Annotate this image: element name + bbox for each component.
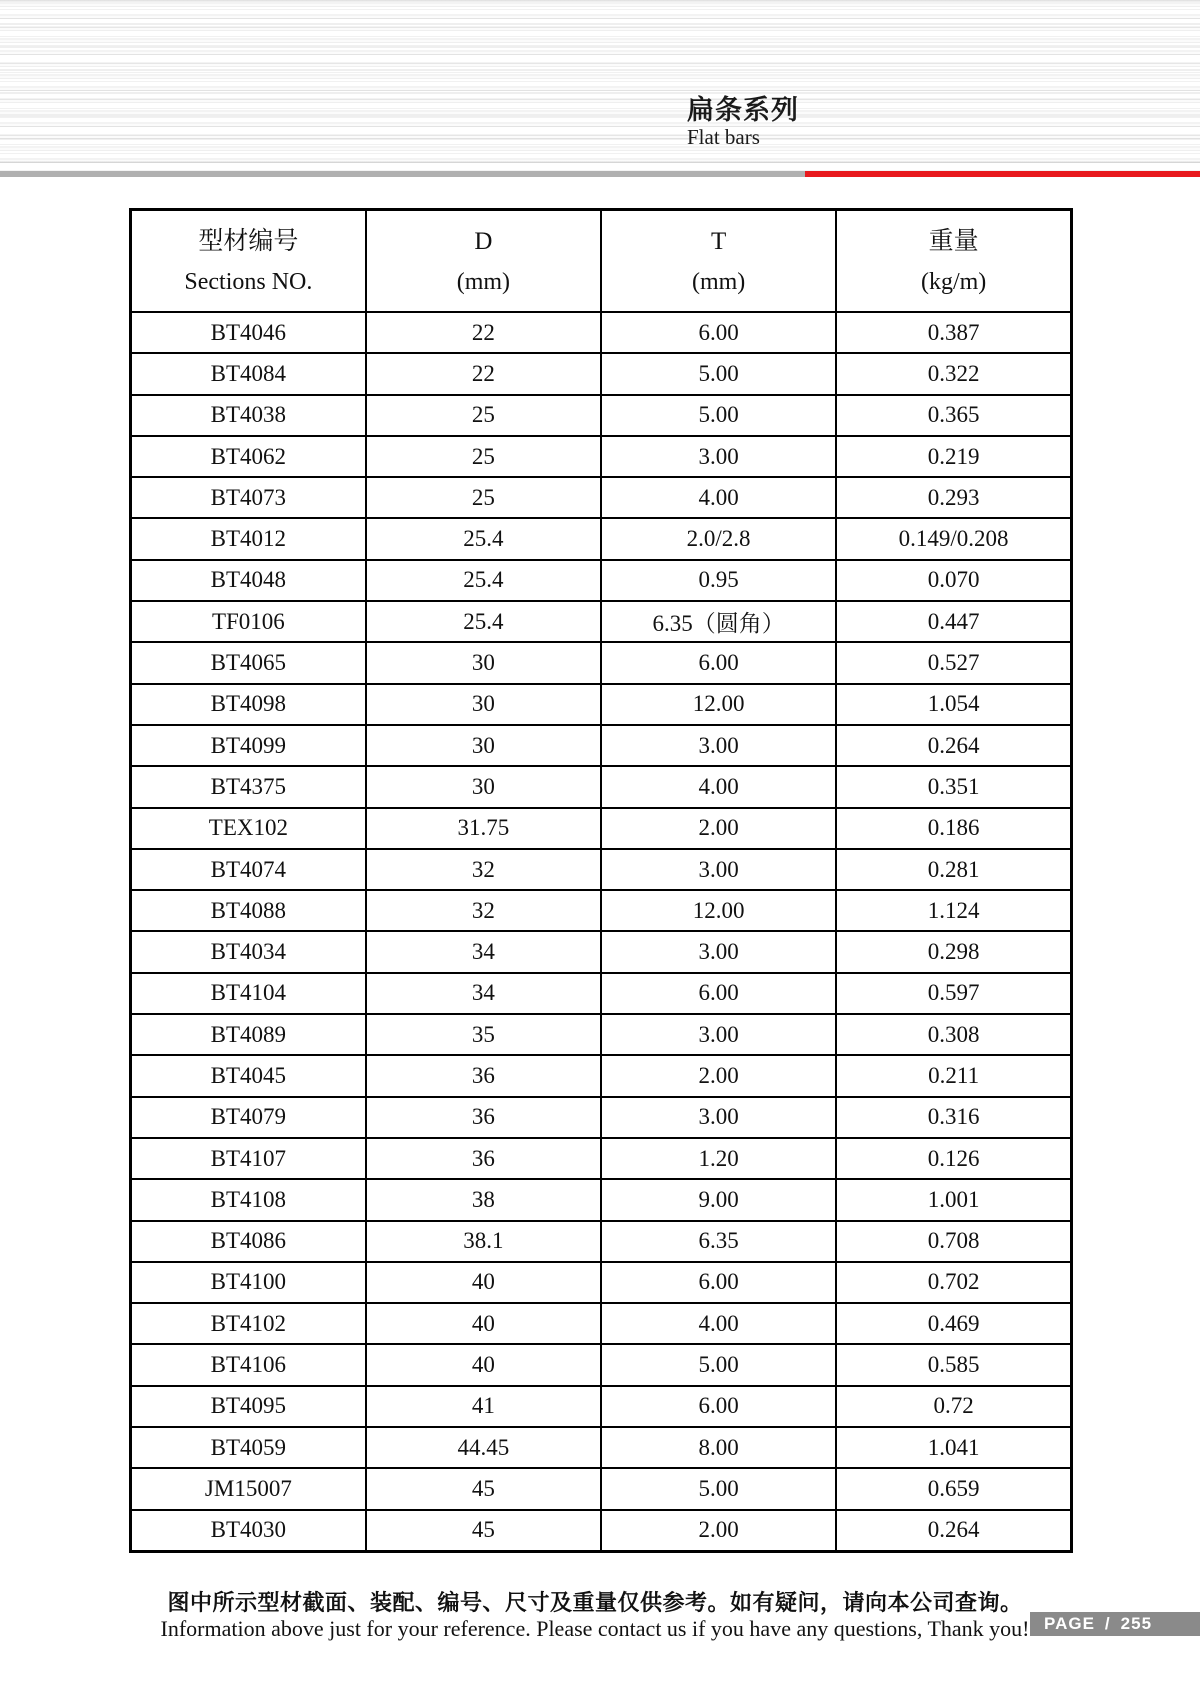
table-row [131, 601, 1072, 642]
spec-table [129, 208, 1073, 1553]
table-cell: BT4088 [131, 890, 366, 931]
table-row [131, 353, 1072, 394]
table-cell: 30 [366, 642, 601, 683]
table-cell: 0.708 [836, 1221, 1071, 1262]
table-cell: BT4034 [131, 931, 366, 972]
table-cell: 0.95 [601, 560, 836, 601]
table-cell: 25.4 [366, 560, 601, 601]
table-cell: 1.20 [601, 1138, 836, 1179]
table-cell: 45 [366, 1510, 601, 1552]
table-cell: 3.00 [601, 931, 836, 972]
table-cell: 34 [366, 973, 601, 1014]
header-rule [0, 171, 1200, 177]
table-row [131, 1427, 1072, 1468]
table-cell: BT4062 [131, 436, 366, 477]
table-cell: BT4100 [131, 1262, 366, 1303]
table-cell: BT4086 [131, 1221, 366, 1262]
table-cell: 0.264 [836, 1510, 1071, 1552]
table-cell: 0.186 [836, 808, 1071, 849]
table-cell: 3.00 [601, 1097, 836, 1138]
table-cell: BT4375 [131, 766, 366, 807]
table-row [131, 395, 1072, 436]
column-header-3: 重量 (kg/m) [836, 210, 1071, 313]
table-cell: 6.00 [601, 642, 836, 683]
table-row [131, 1510, 1072, 1552]
table-cell: JM15007 [131, 1468, 366, 1509]
table-cell: 0.527 [836, 642, 1071, 683]
table-cell: 40 [366, 1344, 601, 1385]
table-cell: 0.322 [836, 353, 1071, 394]
table-cell: BT4073 [131, 477, 366, 518]
table-cell: 22 [366, 353, 601, 394]
table-cell: 0.351 [836, 766, 1071, 807]
table-cell: BT4046 [131, 312, 366, 353]
table-cell: 0.281 [836, 849, 1071, 890]
table-row [131, 808, 1072, 849]
table-cell: 25.4 [366, 601, 601, 642]
table-cell: 12.00 [601, 890, 836, 931]
table-cell: 32 [366, 849, 601, 890]
title-block [687, 94, 799, 148]
table-row [131, 890, 1072, 931]
table-cell: 0.149/0.208 [836, 518, 1071, 559]
table-cell: 25 [366, 477, 601, 518]
table-row [131, 973, 1072, 1014]
table-cell: 38 [366, 1179, 601, 1220]
table-row [131, 1097, 1072, 1138]
table-cell: 0.264 [836, 725, 1071, 766]
table-cell: BT4038 [131, 395, 366, 436]
table-cell: BT4065 [131, 642, 366, 683]
column-header-2: T (mm) [601, 210, 836, 313]
table-cell: 3.00 [601, 1014, 836, 1055]
table-cell: 5.00 [601, 1468, 836, 1509]
table-cell: 30 [366, 766, 601, 807]
table-cell: 35 [366, 1014, 601, 1055]
table-cell: BT4095 [131, 1386, 366, 1427]
header-rule-red-segment [805, 171, 1200, 177]
header-rule-gray-segment [0, 171, 805, 177]
table-row [131, 1055, 1072, 1096]
table-row [131, 1468, 1072, 1509]
table-row [131, 931, 1072, 972]
header-row [131, 210, 1072, 313]
table-cell: BT4098 [131, 684, 366, 725]
table-cell: 6.00 [601, 1386, 836, 1427]
table-cell: BT4048 [131, 560, 366, 601]
column-header-0: 型材编号 Sections NO. [131, 210, 366, 313]
table-cell: 4.00 [601, 1303, 836, 1344]
table-cell: BT4106 [131, 1344, 366, 1385]
table-row [131, 1179, 1072, 1220]
table-cell: 0.293 [836, 477, 1071, 518]
table-cell: 1.054 [836, 684, 1071, 725]
table-cell: 2.0/2.8 [601, 518, 836, 559]
table-row [131, 766, 1072, 807]
table-row [131, 518, 1072, 559]
table-row [131, 436, 1072, 477]
table-row [131, 560, 1072, 601]
table-cell: 5.00 [601, 1344, 836, 1385]
table-cell: 30 [366, 684, 601, 725]
page-title: 扁条系列 [687, 95, 799, 125]
page-subtitle: Flat bars [687, 125, 760, 149]
table-row [131, 477, 1072, 518]
table-cell: 0.219 [836, 436, 1071, 477]
table-row [131, 642, 1072, 683]
table-cell: BT4099 [131, 725, 366, 766]
table-cell: 6.00 [601, 312, 836, 353]
table-row [131, 312, 1072, 353]
table-cell: 34 [366, 931, 601, 972]
table-cell: 0.469 [836, 1303, 1071, 1344]
table-cell: 6.35（圆角） [601, 601, 836, 642]
table-cell: 4.00 [601, 477, 836, 518]
table-cell: 44.45 [366, 1427, 601, 1468]
table-row [131, 684, 1072, 725]
table-cell: 25.4 [366, 518, 601, 559]
table-cell: BT4030 [131, 1510, 366, 1552]
table-cell: 45 [366, 1468, 601, 1509]
table-cell: 0.659 [836, 1468, 1071, 1509]
table-cell: 3.00 [601, 725, 836, 766]
table-cell: BT4108 [131, 1179, 366, 1220]
table-row [131, 725, 1072, 766]
table-cell: 0.298 [836, 931, 1071, 972]
table-cell: 0.365 [836, 395, 1071, 436]
table-cell: 40 [366, 1303, 601, 1344]
table-cell: 1.041 [836, 1427, 1071, 1468]
table-cell: BT4104 [131, 973, 366, 1014]
table-cell: 0.308 [836, 1014, 1071, 1055]
table-cell: 30 [366, 725, 601, 766]
table-cell: 36 [366, 1097, 601, 1138]
table-cell: 9.00 [601, 1179, 836, 1220]
table-cell: 2.00 [601, 1510, 836, 1552]
table-cell: 6.35 [601, 1221, 836, 1262]
table-cell: 3.00 [601, 849, 836, 890]
table-row [131, 849, 1072, 890]
table-cell: 2.00 [601, 1055, 836, 1096]
table-cell: 38.1 [366, 1221, 601, 1262]
table-cell: 6.00 [601, 1262, 836, 1303]
page-badge-label: PAGE [1044, 1614, 1095, 1633]
table-row [131, 1303, 1072, 1344]
table-row [131, 1221, 1072, 1262]
table-cell: BT4102 [131, 1303, 366, 1344]
table-cell: BT4084 [131, 353, 366, 394]
table-cell: 41 [366, 1386, 601, 1427]
table-cell: 5.00 [601, 395, 836, 436]
table-cell: 0.72 [836, 1386, 1071, 1427]
table-cell: 0.702 [836, 1262, 1071, 1303]
table-cell: 12.00 [601, 684, 836, 725]
table-cell: 5.00 [601, 353, 836, 394]
spec-table-head [131, 210, 1072, 313]
table-cell: BT4059 [131, 1427, 366, 1468]
table-cell: 0.070 [836, 560, 1071, 601]
footer-note [150, 1589, 1040, 1642]
table-cell: BT4045 [131, 1055, 366, 1096]
header-stripes [0, 0, 1200, 171]
table-row [131, 1138, 1072, 1179]
table-cell: 8.00 [601, 1427, 836, 1468]
table-cell: BT4107 [131, 1138, 366, 1179]
table-cell: TF0106 [131, 601, 366, 642]
table-cell: 0.316 [836, 1097, 1071, 1138]
table-cell: TEX102 [131, 808, 366, 849]
table-cell: 25 [366, 436, 601, 477]
table-cell: 36 [366, 1055, 601, 1096]
table-cell: 31.75 [366, 808, 601, 849]
spec-table-body [131, 312, 1072, 1551]
table-cell: 25 [366, 395, 601, 436]
table-cell: 32 [366, 890, 601, 931]
table-cell: 0.211 [836, 1055, 1071, 1096]
table-cell: 6.00 [601, 973, 836, 1014]
page-badge-separator: / [1104, 1614, 1111, 1633]
table-cell: BT4074 [131, 849, 366, 890]
table-cell: 0.597 [836, 973, 1071, 1014]
table-cell: BT4012 [131, 518, 366, 559]
table-cell: 0.585 [836, 1344, 1071, 1385]
table-row [131, 1344, 1072, 1385]
footer-note-chinese: 图中所示型材截面、装配、编号、尺寸及重量仅供参考。如有疑问，请向本公司查询。 [167, 1590, 1023, 1615]
table-cell: 3.00 [601, 436, 836, 477]
table-row [131, 1262, 1072, 1303]
table-cell: BT4079 [131, 1097, 366, 1138]
column-header-1: D (mm) [366, 210, 601, 313]
table-cell: 1.001 [836, 1179, 1071, 1220]
table-cell: 40 [366, 1262, 601, 1303]
table-cell: 2.00 [601, 808, 836, 849]
footer-note-english: Information above just for your reference. Please contact us if you have any questions, Thank you! [160, 1616, 1030, 1641]
page-badge [1030, 1612, 1200, 1636]
page-badge-number: 255 [1120, 1614, 1153, 1633]
table-cell: 4.00 [601, 766, 836, 807]
table-cell: 0.447 [836, 601, 1071, 642]
table-cell: 0.126 [836, 1138, 1071, 1179]
table-cell: 1.124 [836, 890, 1071, 931]
table-cell: 0.387 [836, 312, 1071, 353]
table-cell: 22 [366, 312, 601, 353]
table-row [131, 1014, 1072, 1055]
table-cell: 36 [366, 1138, 601, 1179]
table-row [131, 1386, 1072, 1427]
table-cell: BT4089 [131, 1014, 366, 1055]
